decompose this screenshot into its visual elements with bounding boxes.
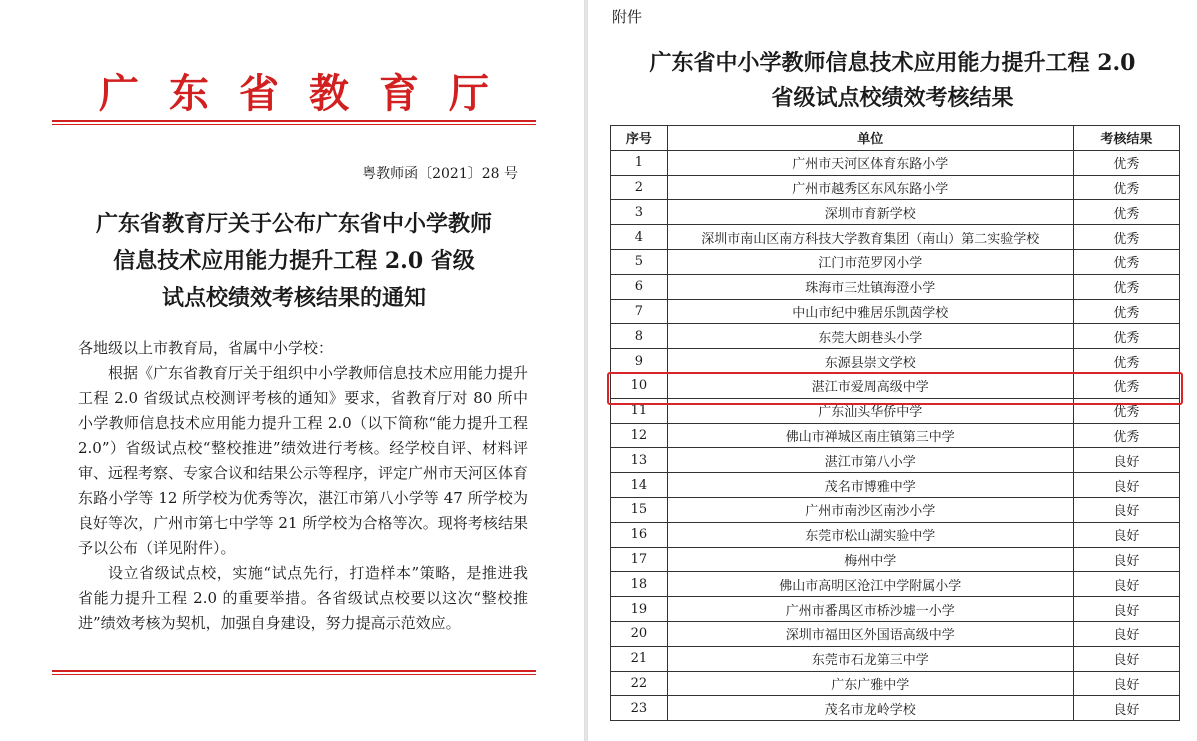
cell-result: 良好: [1073, 597, 1179, 622]
highlight-box: [607, 372, 1183, 405]
cell-result: 良好: [1073, 522, 1179, 547]
table-row: [611, 497, 1180, 522]
cell-result: 优秀: [1073, 249, 1179, 274]
cell-serial: 1: [611, 150, 668, 175]
cell-unit: 深圳市育新学校: [667, 200, 1073, 225]
body-paragraph: 根据《广东省教育厅关于组织中小学教师信息技术应用能力提升工程 2.0 省级试点校测评考核的通知》要求，省教育厅对 80 所中小学教师信息技术应用能力提升工程 2.0（以下简称“能力提升工程 2.0”）省级试点校“整校推进”绩效进行考核。经学校自评、材料评审、远程考察、专家合议和结果公示等程序，评定广州市天河区体育东路小学等 12 所学校为优秀等次，湛江市第八小学等 47 所学校为良好等次，广州市第七中学等 21 所学校为合格等次。现将考核结果予以公布（详见附件）。: [78, 364, 529, 557]
cell-result: 优秀: [1073, 299, 1179, 324]
cell-result: 优秀: [1073, 398, 1179, 423]
results-body: [611, 150, 1180, 720]
cell-unit: 东源县崇文学校: [667, 349, 1073, 374]
cell-serial: 5: [611, 249, 668, 274]
cell-unit: 深圳市南山区南方科技大学教育集团（南山）第二实验学校: [667, 225, 1073, 250]
table-row: [611, 572, 1180, 597]
notice-title-line: 广东省教育厅关于公布广东省中小学教师: [95, 211, 492, 237]
footer-red-rule: [52, 670, 536, 675]
attachment-title: [588, 46, 1197, 116]
cell-serial: 15: [611, 497, 668, 522]
table-row: [611, 646, 1180, 671]
cell-serial: 6: [611, 274, 668, 299]
cell-result: 优秀: [1073, 324, 1179, 349]
attachment-title-line: 广东省中小学教师信息技术应用能力提升工程 2.0: [649, 50, 1136, 76]
cell-serial: 14: [611, 473, 668, 498]
cell-result: 良好: [1073, 696, 1179, 721]
cell-result: 良好: [1073, 473, 1179, 498]
cell-result: 良好: [1073, 572, 1179, 597]
table-row: [611, 671, 1180, 696]
cell-serial: 23: [611, 696, 668, 721]
cell-unit: 茂名市博雅中学: [667, 473, 1073, 498]
notice-title: [60, 206, 528, 317]
cell-unit: 茂名市龙岭学校: [667, 696, 1073, 721]
notice-title-line: 试点校绩效考核结果的通知: [161, 285, 426, 311]
cell-result: 良好: [1073, 448, 1179, 473]
cell-unit: 广州市南沙区南沙小学: [667, 497, 1073, 522]
cell-result: 优秀: [1073, 150, 1179, 175]
results-table: [610, 125, 1180, 721]
header-unit: 单位: [667, 126, 1073, 151]
issuer-letterhead: 广东省教育厅: [99, 70, 519, 117]
table-row: [611, 349, 1180, 374]
cell-result: 优秀: [1073, 200, 1179, 225]
cell-unit: 广东汕头华侨中学: [667, 398, 1073, 423]
cell-serial: 19: [611, 597, 668, 622]
cell-result: 优秀: [1073, 349, 1179, 374]
attachment-label: 附件: [612, 8, 643, 26]
table-row: [611, 423, 1180, 448]
cell-serial: 13: [611, 448, 668, 473]
cell-result: 优秀: [1073, 373, 1179, 398]
cell-unit: 东莞市石龙第三中学: [667, 646, 1073, 671]
cell-serial: 11: [611, 398, 668, 423]
table-row: [611, 200, 1180, 225]
table-row: [611, 621, 1180, 646]
cell-result: 良好: [1073, 621, 1179, 646]
letterhead-red-rule: [52, 120, 536, 125]
table-row: [611, 448, 1180, 473]
cell-result: 良好: [1073, 671, 1179, 696]
table-header-row: [611, 126, 1180, 151]
cell-serial: 17: [611, 547, 668, 572]
cell-result: 良好: [1073, 547, 1179, 572]
table-row: [611, 225, 1180, 250]
attachment-page: [588, 0, 1197, 741]
document-number: 粤教师函〔2021〕28 号: [362, 166, 518, 182]
cell-serial: 10: [611, 373, 668, 398]
table-row: [611, 175, 1180, 200]
cell-unit: 东莞市松山湖实验中学: [667, 522, 1073, 547]
cell-unit: 江门市范罗冈小学: [667, 249, 1073, 274]
body-paragraph: 设立省级试点校，实施“试点先行，打造样本”策略，是推进我省能力提升工程 2.0 的重要举措。各省级试点校要以这次“整校推进”绩效考核为契机，加强自身建设，努力提高示范效应。: [78, 564, 528, 632]
cell-serial: 12: [611, 423, 668, 448]
cell-unit: 佛山市高明区沧江中学附属小学: [667, 572, 1073, 597]
cell-serial: 8: [611, 324, 668, 349]
cell-serial: 9: [611, 349, 668, 374]
notice-page: [0, 0, 584, 741]
cell-result: 良好: [1073, 646, 1179, 671]
cell-serial: 3: [611, 200, 668, 225]
cell-unit: 东莞大朗巷头小学: [667, 324, 1073, 349]
cell-unit: 广州市天河区体育东路小学: [667, 150, 1073, 175]
cell-result: 优秀: [1073, 274, 1179, 299]
table-row: [611, 522, 1180, 547]
cell-unit: 广州市越秀区东风东路小学: [667, 175, 1073, 200]
table-row: [611, 249, 1180, 274]
cell-serial: 2: [611, 175, 668, 200]
header-serial: 序号: [611, 126, 668, 151]
cell-serial: 4: [611, 225, 668, 250]
cell-result: 优秀: [1073, 423, 1179, 448]
table-row: [611, 696, 1180, 721]
table-row: [611, 547, 1180, 572]
cell-unit: 珠海市三灶镇海澄小学: [667, 274, 1073, 299]
table-row: [611, 274, 1180, 299]
table-row: [611, 473, 1180, 498]
cell-serial: 16: [611, 522, 668, 547]
table-row: [611, 299, 1180, 324]
salutation: 各地级以上市教育局，省属中小学校：: [78, 339, 334, 357]
cell-unit: 湛江市第八小学: [667, 448, 1073, 473]
table-row: [611, 150, 1180, 175]
cell-unit: 佛山市禅城区南庄镇第三中学: [667, 423, 1073, 448]
table-row: [611, 597, 1180, 622]
table-row: [611, 324, 1180, 349]
attachment-title-line: 省级试点校绩效考核结果: [771, 85, 1014, 111]
cell-unit: 深圳市福田区外国语高级中学: [667, 621, 1073, 646]
cell-serial: 22: [611, 671, 668, 696]
header-result: 考核结果: [1073, 126, 1179, 151]
notice-body: [78, 336, 528, 636]
cell-unit: 广东广雅中学: [667, 671, 1073, 696]
cell-result: 优秀: [1073, 225, 1179, 250]
cell-serial: 18: [611, 572, 668, 597]
cell-unit: 中山市纪中雅居乐凯茵学校: [667, 299, 1073, 324]
cell-serial: 21: [611, 646, 668, 671]
cell-serial: 7: [611, 299, 668, 324]
cell-serial: 20: [611, 621, 668, 646]
cell-unit: 湛江市爱周高级中学: [667, 373, 1073, 398]
cell-result: 优秀: [1073, 175, 1179, 200]
cell-unit: 广州市番禺区市桥沙墟一小学: [667, 597, 1073, 622]
notice-title-line: 信息技术应用能力提升工程 2.0 省级: [113, 248, 475, 274]
cell-result: 良好: [1073, 497, 1179, 522]
cell-unit: 梅州中学: [667, 547, 1073, 572]
